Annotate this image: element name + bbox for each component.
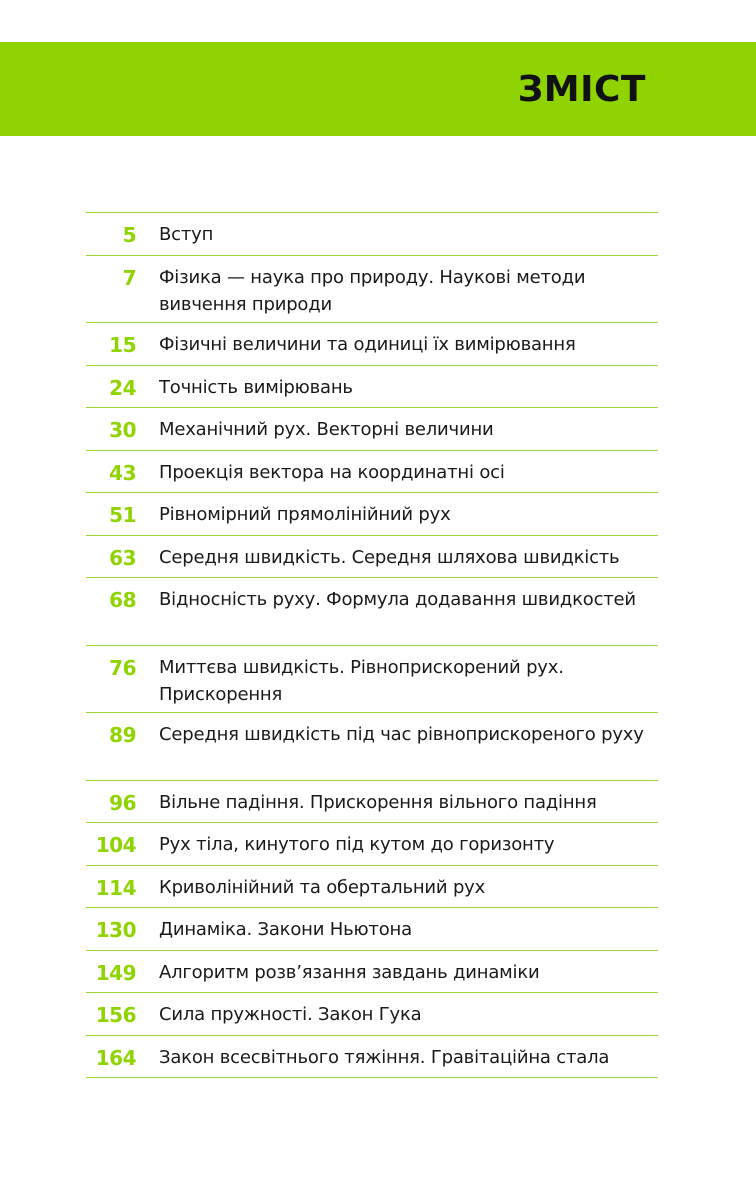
- toc-page-number: 89: [109, 723, 136, 747]
- toc-entry-title: Миттєва швидкість. Рівноприскорений рух. Прискорення: [159, 656, 564, 705]
- toc-entry-title: Закон всесвітнього тяжіння. Гравітаційна стала: [159, 1046, 610, 1068]
- toc-row[interactable]: [86, 578, 658, 646]
- toc-row[interactable]: [86, 646, 658, 714]
- toc-entry-title: Відносність руху. Формула додавання швидкостей: [159, 589, 636, 610]
- toc-page-number: 5: [122, 223, 136, 247]
- toc-entry-title: Проекція вектора на координатні осі: [159, 461, 505, 483]
- toc-row[interactable]: [86, 366, 658, 409]
- toc-row[interactable]: [86, 256, 658, 324]
- toc-row[interactable]: [86, 908, 658, 951]
- toc-entry-title: Вступ: [159, 224, 214, 245]
- toc-page-number: 104: [95, 833, 136, 857]
- toc-page-number: 164: [95, 1045, 136, 1070]
- table-of-contents: [86, 212, 658, 1078]
- toc-row[interactable]: [86, 823, 658, 866]
- toc-row[interactable]: [86, 993, 658, 1036]
- toc-row[interactable]: [86, 1036, 658, 1079]
- toc-row[interactable]: [86, 213, 658, 256]
- toc-page-number: 15: [109, 333, 136, 357]
- toc-entry-title: Динаміка. Закони Ньютона: [159, 919, 412, 940]
- toc-page-number: 68: [109, 588, 136, 612]
- toc-row[interactable]: [86, 323, 658, 366]
- toc-entry-title: Рух тіла, кинутого під кутом до горизонту: [159, 834, 555, 855]
- toc-entry-title: Фізика — наука про природу. Наукові методи вивчення природи: [159, 266, 586, 315]
- toc-entry-title: Фізичні величини та одиниці їх вимірювання: [159, 334, 576, 355]
- page-title: ЗМІСТ: [517, 69, 646, 110]
- toc-page-number: 7: [122, 265, 136, 290]
- header-band: [0, 42, 756, 136]
- toc-row[interactable]: [86, 536, 658, 579]
- toc-row[interactable]: [86, 408, 658, 451]
- toc-entry-title: Вільне падіння. Прискорення вільного падіння: [159, 791, 597, 813]
- toc-page-number: 63: [109, 545, 136, 570]
- toc-page-number: 130: [95, 918, 136, 942]
- toc-page-number: 114: [95, 875, 136, 900]
- toc-entry-title: Механічний рух. Векторні величини: [159, 419, 494, 440]
- toc-page-number: 24: [109, 375, 136, 400]
- toc-entry-title: Середня швидкість під час рівноприскореного руху: [159, 724, 644, 745]
- toc-entry-title: Точність вимірювань: [159, 376, 353, 398]
- toc-row[interactable]: [86, 951, 658, 994]
- toc-page-number: 51: [109, 503, 136, 527]
- toc-entry-title: Алгоритм розв’язання завдань динаміки: [159, 961, 540, 983]
- toc-entry-title: Криволінійний та обертальний рух: [159, 876, 486, 898]
- toc-row[interactable]: [86, 493, 658, 536]
- toc-page-number: 30: [109, 418, 136, 442]
- toc-entry-title: Рівномірний прямолінійний рух: [159, 504, 451, 525]
- toc-row[interactable]: [86, 866, 658, 909]
- toc-page-number: 43: [109, 460, 136, 485]
- toc-page-number: 156: [95, 1003, 136, 1027]
- toc-page-number: 76: [109, 655, 136, 680]
- toc-row[interactable]: [86, 713, 658, 781]
- toc-entry-title: Сила пружності. Закон Гука: [159, 1004, 422, 1025]
- toc-row[interactable]: [86, 451, 658, 494]
- toc-entry-title: Середня швидкість. Середня шляхова швидкість: [159, 546, 620, 568]
- toc-row[interactable]: [86, 781, 658, 824]
- toc-page-number: 96: [109, 790, 136, 815]
- toc-page-number: 149: [95, 960, 136, 985]
